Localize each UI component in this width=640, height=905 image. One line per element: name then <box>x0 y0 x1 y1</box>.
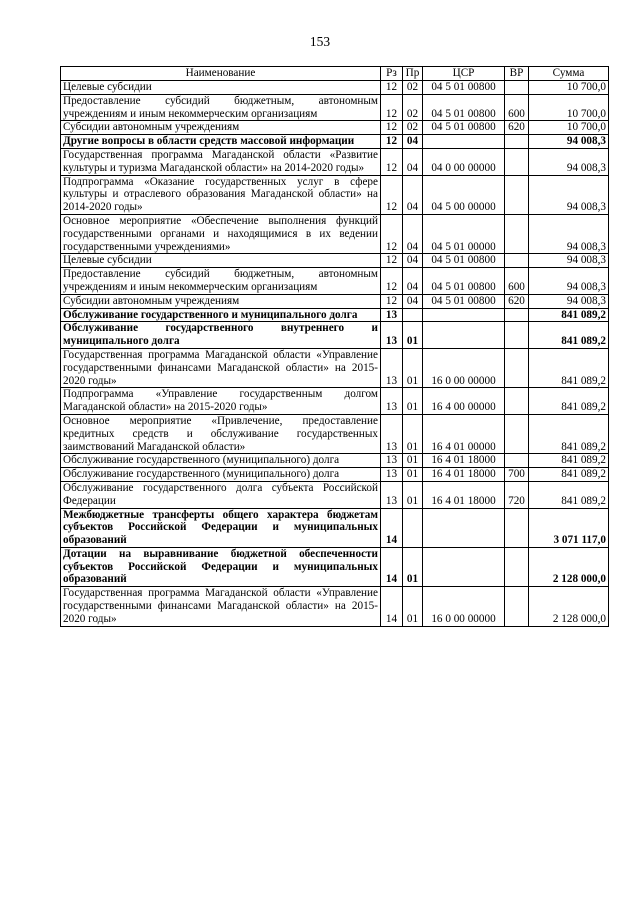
header-vr: ВР <box>505 67 529 81</box>
row-pr: 01 <box>403 587 423 626</box>
table-row <box>61 454 609 468</box>
row-pr: 04 <box>403 268 423 295</box>
row-vr <box>505 508 529 547</box>
row-name: Подпрограмма «Управление государственным долгом Магаданской области» на 2015-2020 годы» <box>61 388 381 415</box>
row-pr <box>403 308 423 322</box>
row-pr: 01 <box>403 322 423 349</box>
row-vr <box>505 454 529 468</box>
page-number: 153 <box>309 34 331 49</box>
row-sum: 2 128 000,0 <box>529 547 609 586</box>
row-name: Обслуживание государственного и муниципального долга <box>61 308 381 322</box>
row-csr: 04 5 01 00000 <box>423 214 505 253</box>
table-row <box>61 322 609 349</box>
row-vr <box>505 322 529 349</box>
table-row <box>61 547 609 586</box>
row-rz: 12 <box>381 268 403 295</box>
table-row <box>61 468 609 482</box>
row-pr: 01 <box>403 481 423 508</box>
row-csr: 04 5 01 00800 <box>423 294 505 308</box>
row-name: Субсидии автономным учреждениям <box>61 121 381 135</box>
row-vr: 600 <box>505 268 529 295</box>
row-pr: 01 <box>403 547 423 586</box>
row-vr: 620 <box>505 294 529 308</box>
row-name: Целевые субсидии <box>61 81 381 95</box>
row-rz: 14 <box>381 508 403 547</box>
row-pr: 02 <box>403 94 423 121</box>
table-row <box>61 135 609 149</box>
row-pr: 04 <box>403 294 423 308</box>
row-vr: 720 <box>505 481 529 508</box>
row-name: Обслуживание государственного внутреннего и муниципального долга <box>61 322 381 349</box>
row-name: Межбюджетные трансферты общего характера бюджетам субъектов Российской Федерации и муниципальных образований <box>61 508 381 547</box>
row-vr: 700 <box>505 468 529 482</box>
table-row <box>61 175 609 214</box>
row-rz: 12 <box>381 214 403 253</box>
table-row <box>61 121 609 135</box>
row-rz: 12 <box>381 294 403 308</box>
row-pr: 01 <box>403 348 423 387</box>
row-pr: 01 <box>403 414 423 453</box>
row-csr: 16 4 01 00000 <box>423 414 505 453</box>
row-rz: 14 <box>381 547 403 586</box>
row-csr: 04 5 00 00000 <box>423 175 505 214</box>
table-row <box>61 388 609 415</box>
row-sum: 841 089,2 <box>529 322 609 349</box>
row-rz: 13 <box>381 454 403 468</box>
row-sum: 3 071 117,0 <box>529 508 609 547</box>
row-sum: 94 008,3 <box>529 294 609 308</box>
row-vr <box>505 547 529 586</box>
row-sum: 841 089,2 <box>529 481 609 508</box>
row-name: Основное мероприятие «Привлечение, предоставление кредитных средств и обслуживание государственных заимствований Магаданской области» <box>61 414 381 453</box>
row-rz: 12 <box>381 81 403 95</box>
row-sum: 841 089,2 <box>529 308 609 322</box>
table-row <box>61 481 609 508</box>
row-sum: 94 008,3 <box>529 254 609 268</box>
row-csr: 16 4 01 18000 <box>423 468 505 482</box>
table-row <box>61 94 609 121</box>
row-name: Предоставление субсидий бюджетным, автономным учреждениям и иным некоммерческим организациям <box>61 94 381 121</box>
row-csr: 04 5 01 00800 <box>423 94 505 121</box>
row-rz: 12 <box>381 148 403 175</box>
row-pr: 01 <box>403 468 423 482</box>
row-vr <box>505 348 529 387</box>
row-pr: 01 <box>403 454 423 468</box>
row-rz: 13 <box>381 322 403 349</box>
row-vr <box>505 254 529 268</box>
row-name: Дотации на выравнивание бюджетной обеспеченности субъектов Российской Федерации и муниципальных образований <box>61 547 381 586</box>
header-name: Наименование <box>61 67 381 81</box>
row-pr: 02 <box>403 81 423 95</box>
header-csr: ЦСР <box>423 67 505 81</box>
table-row <box>61 268 609 295</box>
row-name: Обслуживание государственного (муниципального) долга <box>61 468 381 482</box>
row-sum: 94 008,3 <box>529 135 609 149</box>
row-pr: 04 <box>403 135 423 149</box>
table-row <box>61 81 609 95</box>
row-pr: 01 <box>403 388 423 415</box>
table-row <box>61 294 609 308</box>
row-rz: 13 <box>381 348 403 387</box>
row-sum: 10 700,0 <box>529 81 609 95</box>
row-csr: 16 0 00 00000 <box>423 587 505 626</box>
row-sum: 841 089,2 <box>529 348 609 387</box>
row-vr <box>505 388 529 415</box>
row-sum: 10 700,0 <box>529 121 609 135</box>
row-csr: 16 0 00 00000 <box>423 348 505 387</box>
row-rz: 13 <box>381 481 403 508</box>
row-sum: 94 008,3 <box>529 268 609 295</box>
header-sum: Сумма <box>529 67 609 81</box>
table-row <box>61 254 609 268</box>
row-vr: 600 <box>505 94 529 121</box>
table-row <box>61 214 609 253</box>
row-csr: 04 0 00 00000 <box>423 148 505 175</box>
row-pr <box>403 508 423 547</box>
row-vr <box>505 214 529 253</box>
header-pr: Пр <box>403 67 423 81</box>
row-vr <box>505 81 529 95</box>
table-header-row <box>61 67 609 81</box>
row-vr <box>505 148 529 175</box>
row-sum: 841 089,2 <box>529 454 609 468</box>
row-rz: 13 <box>381 468 403 482</box>
row-rz: 12 <box>381 254 403 268</box>
row-csr: 04 5 01 00800 <box>423 81 505 95</box>
row-rz: 13 <box>381 414 403 453</box>
row-rz: 12 <box>381 135 403 149</box>
row-vr <box>505 414 529 453</box>
row-name: Другие вопросы в области средств массовой информации <box>61 135 381 149</box>
row-pr: 04 <box>403 175 423 214</box>
row-rz: 13 <box>381 308 403 322</box>
row-name: Обслуживание государственного (муниципального) долга <box>61 454 381 468</box>
row-sum: 2 128 000,0 <box>529 587 609 626</box>
row-sum: 94 008,3 <box>529 175 609 214</box>
row-rz: 12 <box>381 175 403 214</box>
table-row <box>61 308 609 322</box>
row-vr <box>505 587 529 626</box>
row-csr <box>423 135 505 149</box>
table-row <box>61 148 609 175</box>
row-name: Субсидии автономным учреждениям <box>61 294 381 308</box>
row-name: Государственная программа Магаданской области «Управление государственными финансами Магаданской области» на 2015-2020 годы» <box>61 587 381 626</box>
row-csr: 16 4 00 00000 <box>423 388 505 415</box>
row-name: Целевые субсидии <box>61 254 381 268</box>
table-row <box>61 348 609 387</box>
table-row <box>61 587 609 626</box>
row-pr: 04 <box>403 254 423 268</box>
row-pr: 04 <box>403 214 423 253</box>
table-row <box>61 508 609 547</box>
row-name: Предоставление субсидий бюджетным, автономным учреждениям и иным некоммерческим организациям <box>61 268 381 295</box>
row-vr <box>505 308 529 322</box>
row-pr: 04 <box>403 148 423 175</box>
row-csr <box>423 547 505 586</box>
row-csr <box>423 322 505 349</box>
row-csr <box>423 308 505 322</box>
header-rz: Рз <box>381 67 403 81</box>
budget-table <box>60 66 609 627</box>
row-csr <box>423 508 505 547</box>
row-csr: 04 5 01 00800 <box>423 254 505 268</box>
row-name: Подпрограмма «Оказание государственных услуг в сфере культуры и отраслевого образования Магаданской области» на 2014-2020 годы» <box>61 175 381 214</box>
row-sum: 10 700,0 <box>529 94 609 121</box>
row-rz: 12 <box>381 121 403 135</box>
row-name: Основное мероприятие «Обеспечение выполнения функций государственными органами и находящимися в их ведении государственными учреждениями» <box>61 214 381 253</box>
table-row <box>61 414 609 453</box>
row-csr: 04 5 01 00800 <box>423 268 505 295</box>
row-sum: 94 008,3 <box>529 148 609 175</box>
row-rz: 13 <box>381 388 403 415</box>
row-rz: 14 <box>381 587 403 626</box>
row-name: Обслуживание государственного долга субъекта Российской Федерации <box>61 481 381 508</box>
row-sum: 841 089,2 <box>529 414 609 453</box>
row-vr <box>505 135 529 149</box>
row-name: Государственная программа Магаданской области «Управление государственными финансами Магаданской области» на 2015-2020 годы» <box>61 348 381 387</box>
row-csr: 16 4 01 18000 <box>423 481 505 508</box>
row-csr: 16 4 01 18000 <box>423 454 505 468</box>
row-pr: 02 <box>403 121 423 135</box>
row-csr: 04 5 01 00800 <box>423 121 505 135</box>
row-sum: 841 089,2 <box>529 388 609 415</box>
row-sum: 841 089,2 <box>529 468 609 482</box>
row-vr <box>505 175 529 214</box>
row-rz: 12 <box>381 94 403 121</box>
row-sum: 94 008,3 <box>529 214 609 253</box>
row-name: Государственная программа Магаданской области «Развитие культуры и туризма Магаданской области» на 2014-2020 годы» <box>61 148 381 175</box>
row-vr: 620 <box>505 121 529 135</box>
